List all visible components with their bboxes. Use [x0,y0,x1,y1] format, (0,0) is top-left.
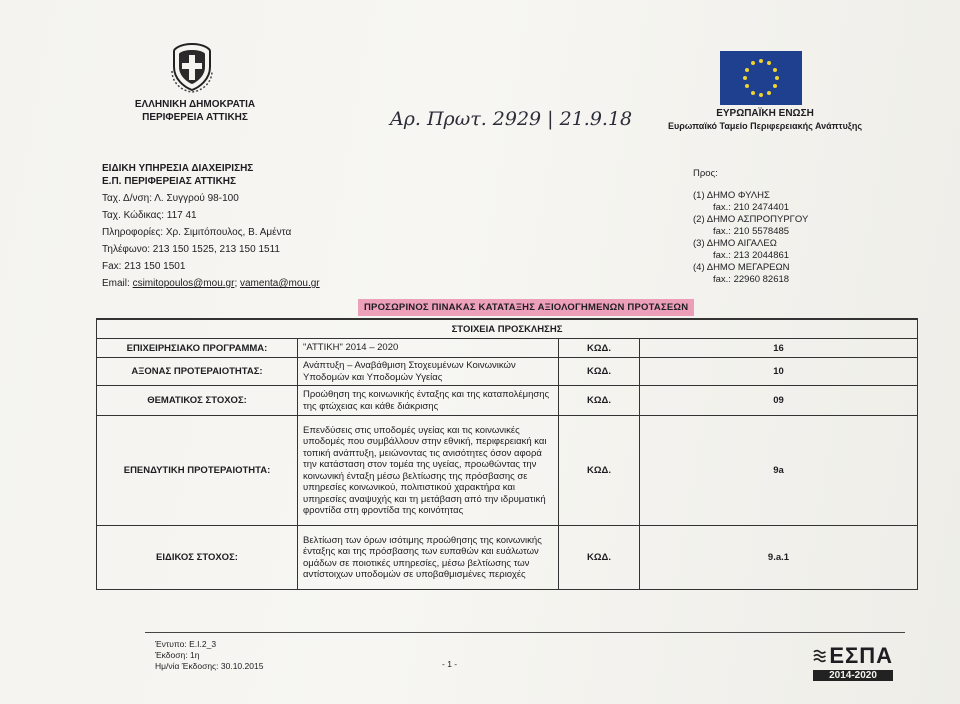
recipient-fax: fax.: 22960 82618 [713,274,790,285]
email-link-2[interactable]: vamenta@mou.gr [240,278,320,289]
row-value: Προώθηση της κοινωνικής ένταξης και της καταπολέμησης της φτώχειας και κάθε διάκρισης [298,386,559,416]
code-label: ΚΩΔ. [559,358,640,386]
sender-line2: Ε.Π. ΠΕΡΙΦΕΡΕΙΑΣ ΑΤΤΙΚΗΣ [102,176,237,187]
row-code: 9a [640,416,918,526]
row-code: 10 [640,358,918,386]
sender-block [102,162,320,290]
row-code: 9.a.1 [640,526,918,590]
sender-address: Ταχ. Δ/νση: Λ. Συγγρού 98-100 [102,193,239,204]
code-label: ΚΩΔ. [559,386,640,416]
table-row [97,386,918,416]
code-label: ΚΩΔ. [559,416,640,526]
recipient-fax: fax.: 213 2044861 [713,250,790,261]
row-code: 16 [640,339,918,358]
row-value: Ανάπτυξη – Αναβάθμιση Στοχευμένων Κοινωνικών Υποδομών και Υποδομών Υγείας [298,358,559,386]
recipient-fax: fax.: 210 5578485 [713,226,790,237]
table-section-title: ΣΤΟΙΧΕΙΑ ΠΡΟΣΚΛΗΣΗΣ [97,319,918,339]
row-code: 09 [640,386,918,416]
sender-info: Πληροφορίες: Χρ. Σιμιτόπουλος, Β. Αμέντα [102,227,292,238]
row-label: ΘΕΜΑΤΙΚΟΣ ΣΤΟΧΟΣ: [97,386,298,416]
recipient-fax: fax.: 210 2474401 [713,202,790,213]
table-row [97,416,918,526]
header-right-line2: Ευρωπαϊκό Ταμείο Περιφερειακής Ανάπτυξης [667,121,862,131]
call-details-table [96,318,918,590]
footer-date: Ημ/νία Έκδοσης: 30.10.2015 [155,661,264,671]
handwritten-protocol-number: Αρ. Πρωτ. 2929 | 21.9.18 [390,108,633,130]
header-left-line2: ΠΕΡΙΦΕΡΕΙΑ ΑΤΤΙΚΗΣ [142,112,248,123]
row-value: "ΑΤΤΙΚΗ" 2014 – 2020 [298,339,559,358]
recipient-name: (4) ΔΗΜΟ ΜΕΓΑΡΕΩΝ [693,262,790,273]
sender-postcode: Ταχ. Κώδικας: 117 41 [102,210,197,221]
recipients-block [693,168,808,286]
espa-logo [813,643,893,681]
recipient-name: (1) ΔΗΜΟ ΦΥΛΗΣ [693,190,770,201]
header-left [110,98,280,124]
recipients-label: Προς: [693,168,718,179]
espa-logo-years: 2014-2020 [813,670,893,681]
header-right [655,108,875,132]
row-value: Βελτίωση των όρων ισότιμης προώθησης της κοινωνικής ένταξης και της πρόσβασης των ευπαθών και ευάλωτων ομάδων σε ποιοτικές υπηρεσίες, μέσω βελτίωσης των αντίστοιχων υποδομών σε υποβαθμισμένες περιοχές [298,526,559,590]
greek-coat-of-arms-icon [166,41,218,93]
table-row [97,358,918,386]
sender-phone: Τηλέφωνο: 213 150 1525, 213 150 1511 [102,244,280,255]
code-label: ΚΩΔ. [559,339,640,358]
recipient-name: (3) ΔΗΜΟ ΑΙΓΑΛΕΩ [693,238,777,249]
row-label: ΕΙΔΙΚΟΣ ΣΤΟΧΟΣ: [97,526,298,590]
table-row [97,526,918,590]
header-left-line1: ΕΛΛΗΝΙΚΗ ΔΗΜΟΚΡΑΤΙΑ [134,99,256,110]
table-section-row [97,319,918,339]
row-label: ΕΠΕΝΔΥΤΙΚΗ ΠΡΟΤΕΡΑΙΟΤΗΤΑ: [97,416,298,526]
espa-logo-text: ΕΣΠΑ [829,643,893,668]
footer-edition: Έκδοση: 1η [155,650,200,660]
footer-meta [155,639,263,672]
sender-fax: Fax: 213 150 1501 [102,261,186,272]
row-label: ΑΞΟΝΑΣ ΠΡΟΤΕΡΑΙΟΤΗΤΑΣ: [97,358,298,386]
sender-line1: ΕΙΔΙΚΗ ΥΠΗΡΕΣΙΑ ΔΙΑΧΕΙΡΙΣΗΣ [102,163,254,174]
recipient-name: (2) ΔΗΜΟ ΑΣΠΡΟΠΥΡΓΟΥ [693,214,809,225]
sender-email-line [102,277,320,290]
header-right-line1: ΕΥΡΩΠΑΪΚΗ ΕΝΩΣΗ [716,108,814,119]
email-link-1[interactable]: csimitopoulos@mou.gr [132,278,235,289]
footer-divider [145,632,905,633]
footer-form: Έντυπο: Ε.Ι.2_3 [155,639,217,649]
document-title: ΠΡΟΣΩΡΙΝΟΣ ΠΙΝΑΚΑΣ ΚΑΤΑΤΑΞΗΣ ΑΞΙΟΛΟΓΗΜΕΝΩΝ ΠΡΟΤΑΣΕΩΝ [358,299,694,316]
page-number: - 1 - [442,659,458,669]
espa-waves-icon [813,647,826,665]
email-label: Email: [102,278,130,289]
email-separator: ; [234,278,238,289]
row-value: Επενδύσεις στις υποδομές υγείας και τις κοινωνικές υποδομές που συμβάλλουν στην εθνική, περιφερειακή και τοπική ανάπτυξη, μειώνοντας τις ανισότητες όσον αφορά την κατάσταση στον τομέα της υγείας, προωθώντας την κοινωνική ένταξη μέσω βελτίωσης της πρόσβασης σε υπηρεσίες κοινωνικού, πολιτιστικού χαρακτήρα και υπηρεσίες αναψυχής και τη μετάβαση από την ιδρυματική φροντίδα στη φροντίδα της κοινότητας [298,416,559,526]
row-label: ΕΠΙΧΕΙΡΗΣΙΑΚΟ ΠΡΟΓΡΑΜΜΑ: [97,339,298,358]
code-label: ΚΩΔ. [559,526,640,590]
eu-flag-icon [720,51,802,105]
table-row [97,339,918,358]
